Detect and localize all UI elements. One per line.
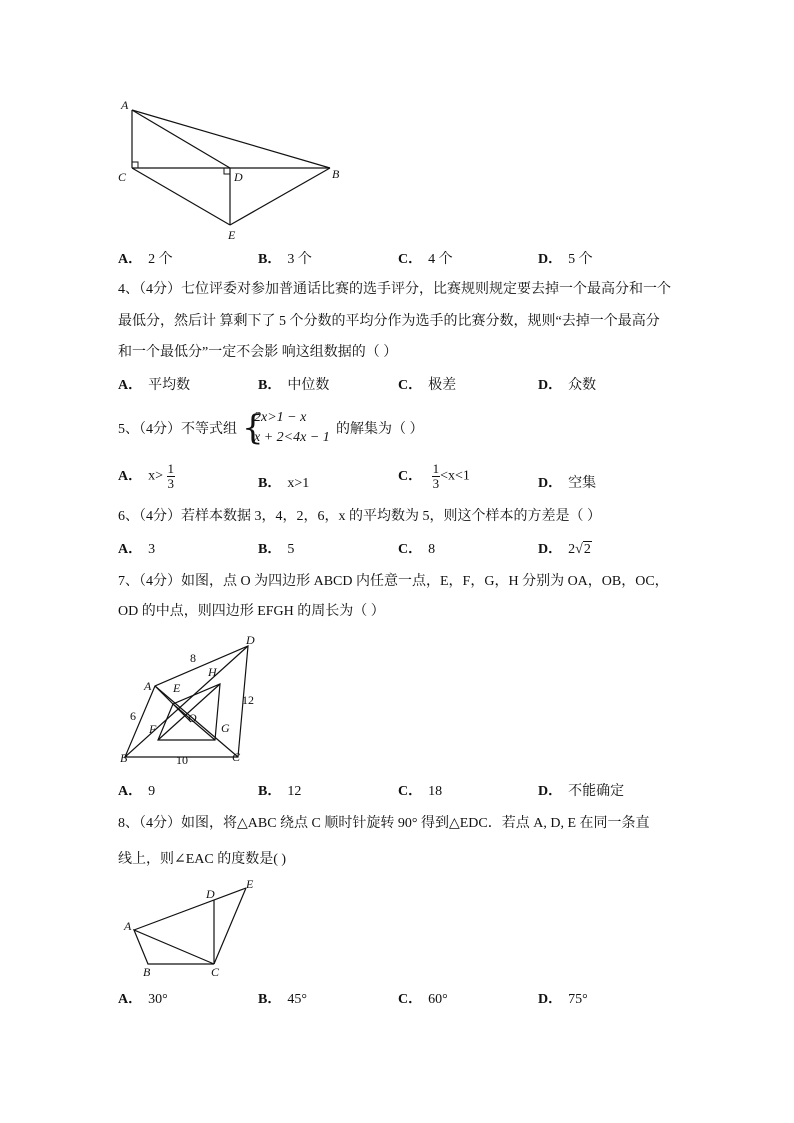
q6-option-a[interactable]: A． 3 <box>118 542 156 557</box>
q6-options <box>118 538 678 558</box>
q3-option-a[interactable]: A． 2 个 <box>118 252 173 267</box>
q5-inequality-1: 2x>1 − x <box>254 410 307 425</box>
q5-option-c[interactable]: C． $\frac{1}{3}$ <x<1 <box>398 461 470 491</box>
left-brace-icon: { <box>242 408 264 448</box>
fig7-label-F: F <box>149 722 157 736</box>
fig7-label-H: H <box>208 665 217 679</box>
q4-option-d[interactable]: D． 众数 <box>538 378 597 393</box>
q6-option-c[interactable]: C． 8 <box>398 542 436 557</box>
q4-option-c[interactable]: C． 极差 <box>398 378 457 393</box>
q5-suffix: 的解集为（ ） <box>336 422 424 437</box>
q6-option-b[interactable]: B． 5 <box>258 542 295 557</box>
q6-option-d[interactable]: D． 2√2 <box>538 542 591 557</box>
fig7-label-O: O <box>188 711 197 725</box>
q7-option-d[interactable]: D． 不能确定 <box>538 784 625 799</box>
q4-line2: 最低分，然后计 算剩下了 5 个分数的平均分作为选手的比赛分数，规则“去掉一个最高分 <box>118 314 660 329</box>
q5-option-c-fraction: $\frac{1}{3}$ <box>432 461 440 491</box>
q8-option-a[interactable]: A． 30° <box>118 992 168 1007</box>
q5-inequality-2: x + 2<4x − 1 <box>254 430 330 445</box>
fig7-label-G: G <box>221 721 230 735</box>
q7-option-b[interactable]: B． 12 <box>258 784 302 799</box>
q8-option-d[interactable]: D． 75° <box>538 992 588 1007</box>
fig8-label-B: B <box>143 965 151 979</box>
fig8-label-A: A <box>124 919 132 933</box>
fig7-label-E: E <box>173 681 181 695</box>
q8-option-b[interactable]: B． 45° <box>258 992 307 1007</box>
fig3-label-C: C <box>118 170 127 184</box>
fig3-label-B: B <box>332 167 340 181</box>
q4-option-b[interactable]: B． 中位数 <box>258 378 330 393</box>
fig7-label-D: D <box>246 633 255 647</box>
sqrt-icon: √2 <box>575 542 591 557</box>
fig3-label-E: E <box>228 228 236 242</box>
q5-option-a[interactable]: A． x> $\frac{1}{3}$ <box>118 461 175 491</box>
q5-option-d[interactable]: D． 空集 <box>538 476 597 491</box>
q5-options <box>118 462 678 498</box>
q7-option-c[interactable]: C． 18 <box>398 784 443 799</box>
fig7-length-cd: 12 <box>242 693 254 707</box>
q7-option-a[interactable]: A． 9 <box>118 784 156 799</box>
fig8-label-E: E <box>246 877 254 891</box>
q8-line1: 8、（4分）如图，将△ABC 绕点 C 顺时针旋转 90° 得到△EDC．若点 A, D, E 在同一条直 <box>118 816 650 831</box>
q3-option-b[interactable]: B． 3 个 <box>258 252 312 267</box>
fig3-label-D: D <box>234 170 243 184</box>
q7-line1: 7、（4分）如图，点 O 为四边形 ABCD 内任意一点，E，F，G，H 分别为 OA，OB，OC， <box>118 574 669 589</box>
q8-option-c[interactable]: C． 60° <box>398 992 448 1007</box>
fig7-length-bc: 10 <box>176 753 188 767</box>
fig7-label-C: C <box>232 750 241 764</box>
q4-options <box>118 374 678 394</box>
q6-line1: 6、（4分）若样本数据 3，4，2，6，x 的平均数为 5，则这个样本的方差是（ ） <box>118 509 601 524</box>
fig7-label-B: B <box>120 751 128 765</box>
q5-option-a-fraction: $\frac{1}{3}$ <box>167 461 175 491</box>
q4-line3: 和一个最低分”一定不会影 响这组数据的（ ） <box>118 345 398 360</box>
q3-option-d[interactable]: D． 5 个 <box>538 252 593 267</box>
q7-line2: OD 的中点，则四边形 EFGH 的周长为（ ） <box>118 604 385 619</box>
fig8-label-D: D <box>206 887 215 901</box>
q7-options <box>118 780 678 800</box>
q4-line1: 4、（4分）七位评委对参加普通话比赛的选手评分，比赛规则规定要去掉一个最高分和一个 <box>118 282 671 297</box>
q8-options <box>118 988 678 1008</box>
figure-q8 <box>120 876 270 981</box>
q8-line2: 线上，则∠EAC 的度数是( ) <box>118 852 287 867</box>
q3-options <box>118 248 678 268</box>
fig8-label-C: C <box>211 965 220 979</box>
fig7-label-A: A <box>144 679 152 693</box>
fig7-length-ab: 6 <box>130 709 136 723</box>
figure-q3 <box>112 95 352 245</box>
q3-option-c[interactable]: C． 4 个 <box>398 252 453 267</box>
q4-option-a[interactable]: A． 平均数 <box>118 378 191 393</box>
q5-option-b[interactable]: B． x>1 <box>258 476 310 491</box>
fig3-label-A: A <box>121 98 129 112</box>
fig7-length-ad: 8 <box>190 651 196 665</box>
q5-prefix: 5、（4分）不等式组 <box>118 422 237 437</box>
figure-q7 <box>112 630 272 770</box>
